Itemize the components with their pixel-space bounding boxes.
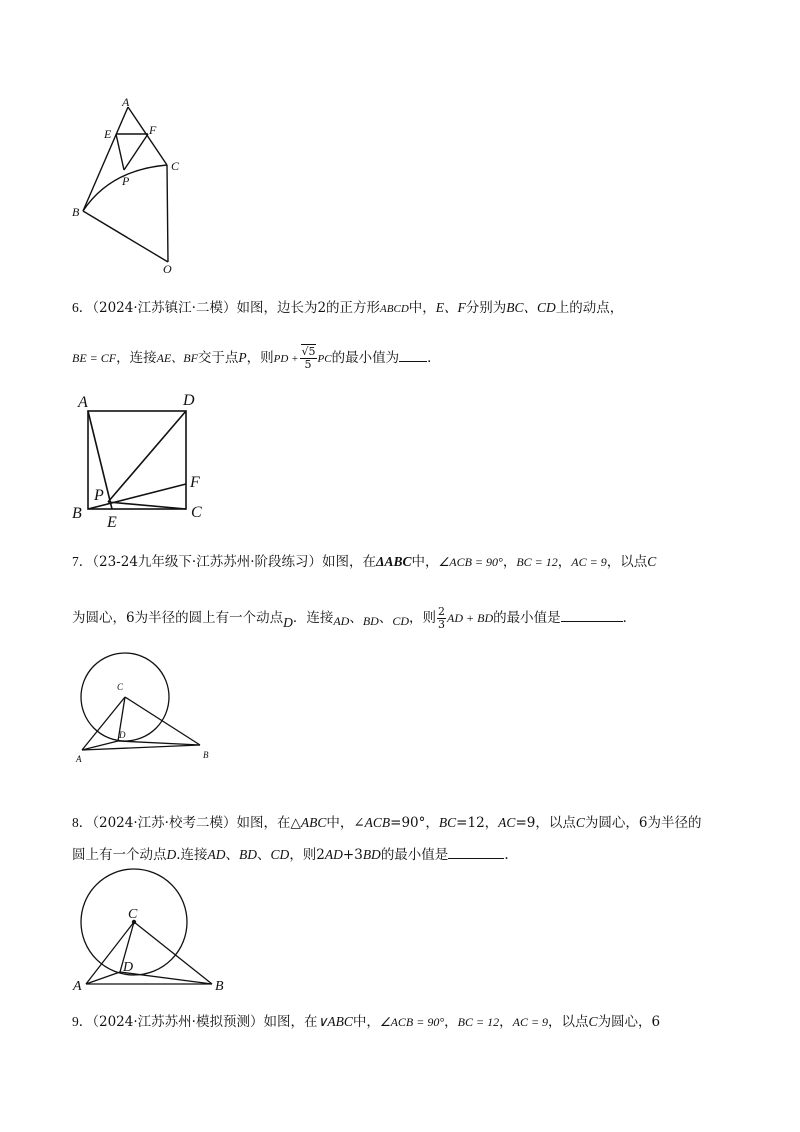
fraction-numerator: 2 [438, 605, 446, 618]
fig8-label-b: B [215, 979, 224, 994]
fig7-label-b: B [203, 750, 209, 760]
question-7-line-2 [72, 606, 636, 631]
length-bc: BC = 12 [457, 1015, 500, 1029]
question-7-text: ，则 [409, 610, 437, 626]
angle-acb: ∠ACB = 90° [438, 555, 503, 569]
question-8-text: 为圆心，6为半径的 [584, 815, 702, 831]
fraction-denominator: 3 [438, 618, 446, 631]
point-d: D [283, 615, 293, 630]
fig7-label-d: D [119, 730, 126, 740]
fig8-label-a: A [73, 979, 82, 994]
segments-bc-cd: BC、CD [506, 300, 556, 315]
segment-ad: AD [324, 847, 343, 862]
segment-cd: CD [270, 847, 290, 862]
fig8-label-c: C [128, 907, 138, 922]
question-7-text: ，以点 [606, 554, 648, 570]
question-6-source: （2024·江苏镇江·二模） [92, 300, 237, 316]
fig6-label-b: B [72, 505, 82, 522]
figure-q5 [60, 90, 200, 280]
question-9-text: ，以点 [548, 1014, 589, 1030]
fig7-label-a: A [76, 754, 82, 764]
question-8-text: 中，∠ [326, 815, 365, 831]
segment-ad: AD [207, 847, 226, 862]
figure-q8 [68, 880, 238, 995]
question-6-text: 的最小值为 [331, 350, 400, 366]
question-8-text: .连接 [176, 847, 208, 863]
segment-bd: BD [239, 847, 258, 862]
triangle-abc: ABC [300, 815, 327, 830]
question-7-text: 、 [349, 610, 363, 626]
question-8-text: =9，以点 [515, 815, 576, 831]
triangle-abc: ∨ABC [317, 1014, 353, 1029]
segment-ad: AD [333, 614, 350, 628]
question-7-text: 的最小值是 [493, 610, 561, 626]
point-c: C [588, 1014, 598, 1029]
fig5-label-o: O [163, 262, 172, 276]
fig6-label-c: C [191, 504, 202, 521]
figure-q6-svg [70, 388, 220, 531]
fig5-label-p: P [122, 174, 130, 188]
question-8-line-2 [72, 845, 509, 865]
question-7-text: 为圆心，6为半径的圆上有一个动点 [72, 610, 284, 626]
question-7-source: （23-24九年级下·江苏苏州·阶段练习） [92, 554, 323, 570]
question-7-text: ， [502, 554, 517, 570]
question-8-text: 如图，在△ [236, 815, 301, 831]
length-bc: BC = 12 [516, 555, 558, 569]
question-7-text: 中， [411, 554, 439, 570]
question-6-text: 如图，边长为2的正方形 [236, 300, 381, 316]
question-9-text: 如图，在 [263, 1014, 318, 1030]
question-8-text: 圆上有一个动点 [72, 847, 167, 863]
segment-cd: CD [392, 614, 410, 628]
answer-blank[interactable] [448, 846, 504, 859]
question-7-text: 如图，在 [322, 554, 377, 570]
fig6-label-a: A [78, 394, 88, 411]
triangle-abc: ΔABC [376, 554, 412, 569]
question-8-text: +3 [342, 847, 363, 863]
question-8-line-1 [72, 813, 701, 833]
point-c: C [647, 554, 657, 569]
fraction-numerator: √5 [301, 345, 316, 358]
question-7-line-1 [72, 552, 656, 572]
expression: PC [317, 353, 332, 365]
figure-q8-svg [68, 880, 238, 995]
question-7-text: 、 [378, 610, 393, 626]
question-8-text: =12， [456, 815, 499, 831]
segment-bd: BD [362, 847, 381, 862]
question-8-text: ，则2 [289, 847, 325, 863]
points-ef: E、F [435, 300, 466, 315]
question-6-line-1 [72, 298, 623, 319]
question-6-text: 分别为 [465, 300, 507, 316]
fraction-sqrt5-over-5 [300, 346, 317, 371]
angle-acb: ACB [364, 815, 391, 830]
segment-bd: BD [362, 614, 379, 628]
question-6-text: ． [427, 350, 441, 366]
answer-blank[interactable] [399, 349, 427, 362]
fig5-label-c: C [171, 159, 180, 173]
question-8-number: 8． [72, 815, 93, 830]
segment-bc: BC [438, 815, 457, 830]
question-9-number: 9． [72, 1014, 93, 1029]
question-7-text: ． [622, 610, 637, 626]
question-8-text: 、 [257, 847, 271, 863]
fig5-label-f: F [149, 123, 157, 137]
question-6-text: 中， [408, 300, 436, 316]
answer-blank[interactable] [561, 609, 623, 622]
figure-q7-svg [70, 650, 220, 770]
fig6-label-p: P [94, 487, 104, 504]
question-9-text: 为圆心，6 [597, 1014, 661, 1030]
question-6-number: 6． [72, 300, 93, 315]
expression: PD + [273, 353, 299, 365]
question-8-text: . [504, 847, 509, 863]
question-9-text: 中， [352, 1014, 380, 1030]
fig6-label-d: D [183, 392, 195, 409]
angle-acb: ∠ACB = 90° [379, 1015, 445, 1029]
question-8-text: 、 [225, 847, 240, 863]
question-9-text: ， [444, 1014, 458, 1030]
fraction-denominator: 5 [304, 358, 312, 371]
fig5-label-b: B [72, 205, 80, 219]
question-6-text: 交于点 [197, 350, 239, 366]
fraction-2-over-3 [437, 606, 446, 631]
question-8-text: =90°， [390, 815, 439, 831]
question-7-text: ， [557, 554, 572, 570]
point-p: P [238, 350, 247, 365]
square-name: ABCD [380, 303, 409, 315]
fig5-label-a: A [122, 95, 130, 109]
length-ac: AC = 9 [512, 1015, 549, 1029]
question-9-line-1 [72, 1012, 660, 1032]
figure-q7 [70, 650, 220, 770]
question-9-source: （2024·江苏苏州·模拟预测） [92, 1014, 264, 1030]
question-6-text: 上的动点， [555, 300, 624, 316]
figure-q6 [70, 388, 220, 531]
question-6-line-2 [72, 346, 441, 371]
question-6-text: ，连接 [116, 350, 157, 366]
question-8-source: （2024·江苏·校考二模） [92, 815, 237, 831]
point-d: D [166, 847, 177, 862]
question-7-number: 7． [72, 554, 93, 569]
expression: AD + BD [447, 611, 494, 625]
lines-ae-bf: AE、BF [156, 351, 198, 365]
point-c: C [575, 815, 585, 830]
condition-be-cf: BE = CF [72, 351, 117, 365]
fig5-label-e: E [104, 127, 112, 141]
fig7-label-c: C [117, 682, 124, 692]
figure-q5-svg [60, 90, 200, 280]
question-7-text: ．连接 [292, 610, 334, 626]
fig6-label-e: E [107, 514, 117, 531]
length-ac: AC = 9 [571, 555, 607, 569]
question-8-text: 的最小值是 [380, 847, 449, 863]
fig8-label-d: D [123, 960, 134, 975]
question-6-text: ，则 [246, 350, 274, 366]
segment-ac: AC [498, 815, 516, 830]
fig6-label-f: F [190, 474, 200, 491]
question-9-text: ， [499, 1014, 513, 1030]
